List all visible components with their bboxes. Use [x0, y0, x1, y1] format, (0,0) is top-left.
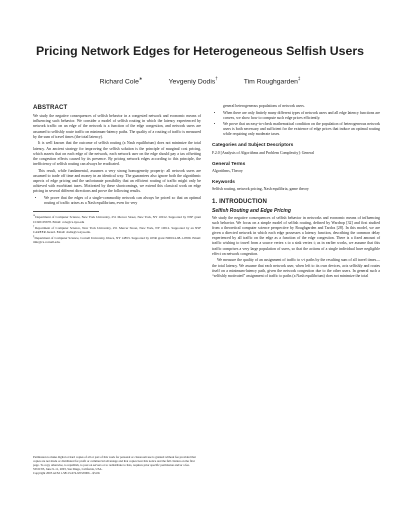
intro-subheading: Selfish Routing and Edge Pricing	[212, 207, 291, 214]
footnote-dodis: †Department of Computer Science, New York University, 251 Mercer Street, New York, NY 10012. Supported by an NSF CAREER Award. Email: dodis@cs.nyu.edu.	[33, 224, 202, 234]
abstract-paragraph-2: It is well known that the outcome of selfish routing (a Nash equilibrium) does not minimize the total latency. An ancient strategy for improving the selfish solution is the principle of marginal cost pricing, which asserts that on each edge of the network, each network user on the edge should pay a tax offsetting the congestion effects caused by its presence. By pricing network edges according to this principle, the inefficiency of selfish routing can always be eradicated.	[33, 141, 201, 167]
paper-title: Pricing Network Edges for Heterogeneous Selfish Users	[35, 44, 364, 58]
venue-line: STOC'03, June 9–11, 2003, San Diego, California, USA.	[33, 466, 103, 471]
abstract-bullet: • We prove that the edges of a single-commodity network can always be priced so that an optimal routing of traffic arises as a Nash equilibrium, even for very	[44, 196, 201, 206]
right-column	[212, 104, 380, 281]
general-terms-text: Algorithms, Theory	[212, 168, 243, 173]
footnote-roughgarden: ‡Department of Computer Science, Cornell University, Ithaca, NY 14853. Supported by ONR grant N00014-98-1-0589. Email: timr@cs.cornell.edu.	[33, 235, 201, 245]
introduction-heading: 1. INTRODUCTION	[212, 198, 267, 206]
intro-paragraph-2: We measure the quality of an assignment of traffic to s-t paths by the resulting sum of all travel times—the total latency. We assume that each network user, when left to its own devices, acts selfishly and routes itself on a minimum-latency path, given the network congestion due to the other users. In general such a “selfishly motivated” assignment of traffic to paths (a Nash equilibrium) does not minimize the total	[212, 258, 380, 278]
general-terms-heading: General Terms	[212, 161, 246, 167]
intro-paragraph-1: We study the negative consequences of selfish behavior in networks and economic means of influencing such behavior. We focus on a simple model of selfish routing, defined by Wardrop [32] and first studied from a theoretical computer science perspective by Roughgarden and Tardos [28]. In this model, we are given a directed network in which each edge possesses a latency function, describing the common delay experienced by all traffic on the edge as a function of the edge congestion. There is a fixed amount of traffic wishing to travel from a source vertex s to a sink vertex t; as in earlier works, we assume that this traffic comprises a very large population of users, so that the actions of a single individual have negligible effect on network congestion.	[212, 215, 380, 256]
permission-text: Permission to make digital or hard copies of all or part of this work for personal or classroom use is granted without fee provided that copies are not made or distributed for profit or commercial advantage and that copies bear this notice and the full citation on the first page. To copy otherwise, to republish, to post on servers or to redistribute to lists, requires prior specific permission and/or a fee.	[33, 455, 196, 467]
footnote-divider	[33, 211, 99, 212]
bullet-finite-types: • When there are only finitely many different types of network users and all edge latency functions are convex, we show how to compute such edge prices efficiently.	[223, 111, 380, 121]
categories-heading: Categories and Subject Descriptors	[212, 143, 294, 149]
keywords-text: Selfish routing, network pricing, Nash equilibria, game theory	[212, 187, 309, 192]
bullet-necessary-sufficient: • We prove that an easy-to-check mathematical condition on the population of heterogeneous network users is both necessary and sufficient for the existence of edge prices that induce an optimal routing while requiring only moderate taxes.	[223, 122, 380, 137]
keywords-heading: Keywords	[212, 180, 235, 186]
right-bullet-list	[212, 111, 380, 138]
footnote-cole: ∗Department of Computer Science, New York University, 251 Mercer Street, New York, NY 10012. Supported by NSF grant CCR0105678. Email: cole@cs.nyu.edu	[33, 214, 201, 224]
abstract-heading: ABSTRACT	[33, 104, 68, 111]
author-list	[0, 76, 400, 85]
author-dodis: Yevgeniy Dodis†	[168, 76, 218, 86]
copyright-line: Copyright 2003 ACM 1-58113-674-9/03/0006 ...$5.00.	[33, 470, 101, 475]
abstract-bullet-list	[33, 196, 201, 206]
permission-notice	[33, 456, 201, 476]
author-cole: Richard Cole∗	[99, 76, 143, 86]
left-column	[33, 102, 201, 245]
abstract-paragraph-3: This result, while fundamental, assumes a very strong homogeneity property: all network users are assumed to trade off time and money in an identical way. The guarantees also ignore both the algorithmic aspects of edge pricing and the unfortunate possibility that an efficient routing of traffic might only be achieved with exorbitant taxes. Motivated by these shortcomings, we extend this classical work on edge pricing in several different directions and prove the following results.	[33, 168, 201, 194]
abstract-bullet-continuation: general heterogeneous populations of network users.	[223, 104, 305, 108]
abstract-paragraph-1: We study the negative consequences of selfish behavior in a congested network and economic means of influencing such behavior. We consider a model of selfish routing in which the latency experienced by network traffic on an edge of the network is a function of the edge congestion, and network users are assumed to selfishly route traffic on minimum-latency paths. The quality of a routing of traffic is measured by the sum of travel times (the total latency).	[33, 114, 201, 139]
categories-text: F.2.0 [Analysis of Algorithms and Problem Complexity]: General	[212, 150, 315, 155]
author-roughgarden: Tim Roughgarden‡	[243, 76, 301, 86]
